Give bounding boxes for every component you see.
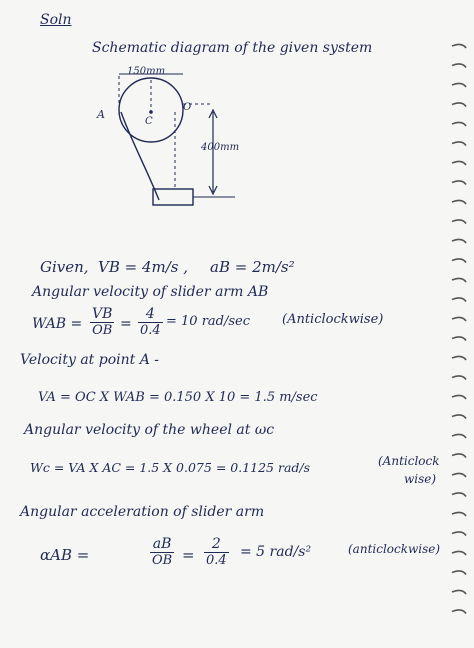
spiral-ring (452, 512, 466, 516)
velocity-a-equation: VA = OC X WAB = 0.150 X 10 = 1.5 m/sec (38, 390, 318, 405)
wab-f1-den: OB (92, 323, 113, 338)
dim-150mm: 150mm (127, 66, 166, 77)
spiral-ring (452, 298, 466, 302)
aab-f2-num: 2 (211, 536, 221, 552)
aab-lhs: αAB = (40, 546, 90, 564)
wab-f2-den: 0.4 (140, 323, 161, 338)
spiral-ring (452, 415, 466, 419)
spiral-ring (452, 64, 466, 68)
spiral-ring (452, 161, 466, 165)
aab-fraction-2 (204, 536, 229, 568)
given-ab: aB = 2m/s² (210, 258, 295, 276)
wab-lhs: WAB = (32, 316, 83, 332)
angular-velocity-heading: Angular velocity of slider arm AB (32, 284, 269, 300)
spiral-ring (452, 454, 466, 458)
spiral-binding (450, 40, 468, 640)
spiral-ring (452, 571, 466, 575)
aab-f1-num: aB (152, 536, 172, 552)
spiral-ring (452, 532, 466, 536)
angular-accel-heading: Angular acceleration of slider arm (20, 504, 265, 520)
aab-equals-1: = (182, 546, 195, 564)
spiral-ring (452, 44, 466, 48)
wab-note: (Anticlockwise) (282, 312, 384, 327)
label-a: A (97, 108, 105, 121)
wheel-heading: Angular velocity of the wheel at ωc (24, 422, 275, 438)
spiral-ring (452, 395, 466, 399)
spiral-ring (452, 103, 466, 107)
diagram-title: Schematic diagram of the given system (92, 40, 373, 56)
schematic-diagram (85, 62, 275, 242)
wab-result: = 10 rad/sec (166, 314, 251, 329)
label-o: O (183, 102, 192, 113)
aab-f1-den: OB (152, 553, 173, 568)
velocity-a-heading: Velocity at point A - (20, 352, 159, 368)
spiral-ring (452, 376, 466, 380)
spiral-ring (452, 259, 466, 263)
given-vb: VB = 4m/s , (98, 258, 189, 276)
spiral-ring (452, 142, 466, 146)
label-c: C (145, 116, 153, 127)
spiral-ring (452, 356, 466, 360)
spiral-ring (452, 83, 466, 87)
aab-fraction-1 (150, 536, 174, 568)
spiral-ring (452, 317, 466, 321)
spiral-ring (452, 122, 466, 126)
spiral-ring (452, 200, 466, 204)
slider-block (153, 189, 193, 205)
spiral-ring (452, 278, 466, 282)
spiral-ring (452, 493, 466, 497)
spiral-ring (452, 220, 466, 224)
wab-fraction-1 (90, 306, 114, 338)
spiral-ring (452, 590, 466, 594)
dim-400mm: 400mm (201, 142, 240, 153)
aab-note: (anticlockwise) (348, 542, 441, 556)
solution-heading: Soln (40, 12, 72, 28)
aab-f2-den: 0.4 (206, 553, 227, 568)
spiral-ring (452, 239, 466, 243)
spiral-ring (452, 551, 466, 555)
wab-fraction-2 (138, 306, 163, 338)
spiral-ring (452, 610, 466, 614)
aab-result: = 5 rad/s² (240, 544, 312, 560)
spiral-ring (452, 473, 466, 477)
spiral-ring (452, 434, 466, 438)
wheel-note-1: (Anticlock (378, 454, 440, 468)
wab-equals-1: = (120, 316, 132, 332)
spiral-ring (452, 337, 466, 341)
wheel-equation: Wc = VA X AC = 1.5 X 0.075 = 0.1125 rad/s (30, 460, 311, 475)
wab-f2-num: 4 (145, 306, 155, 322)
wab-f1-num: VB (92, 306, 113, 322)
wheel-note-2: wise) (404, 472, 437, 486)
spiral-ring (452, 181, 466, 185)
given-prefix: Given, (40, 258, 89, 276)
